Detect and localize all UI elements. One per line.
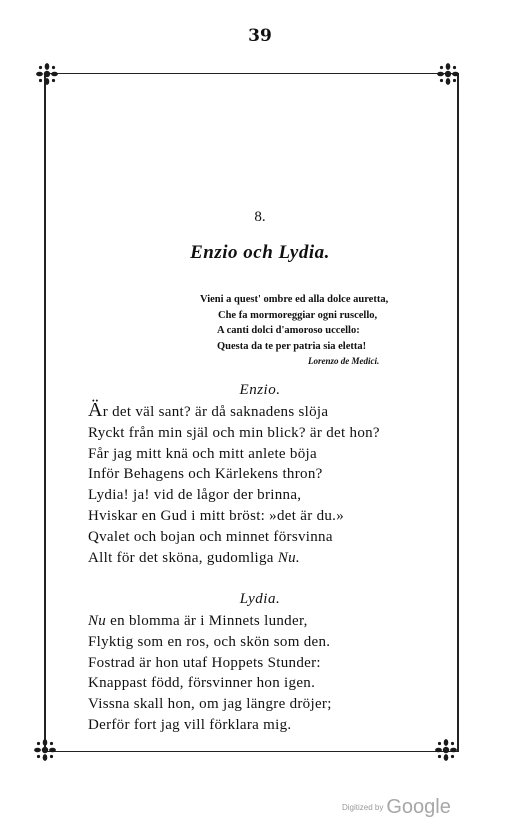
stanza-enzio: [88, 399, 448, 568]
watermark-caption: Digitized by: [342, 803, 384, 812]
verse-line: Får jag mitt knä och mitt anlete böja: [88, 445, 317, 462]
initial-letter: Ä: [88, 399, 103, 421]
verse-line: [88, 399, 448, 423]
verse-line: Knappast född, försvinner hon igen.: [88, 675, 316, 692]
verse-line: [88, 548, 448, 569]
verse-line: Vissna skall hon, om jag längre dröjer;: [88, 696, 332, 713]
floral-ornament-icon: [33, 738, 57, 762]
verse-line: Fostrad är hon utaf Hoppets Stunder:: [88, 654, 321, 671]
speaker-heading-lydia: Lydia.: [239, 591, 281, 607]
verse-line: Hviskar en Gud i mitt bröst: »det är du.»: [88, 507, 345, 524]
verse-line: Ryckt från min själ och min blick? är det hon?: [88, 424, 380, 441]
poem-title: Enzio och Lydia.: [190, 242, 330, 263]
verse-line: Qvalet och bojan och minnet försvinna: [88, 528, 333, 545]
epigraph-line: Vieni a quest' ombre ed alla dolce auretta,: [200, 294, 389, 305]
speaker-heading-enzio: Enzio.: [239, 382, 281, 398]
verse-text: en blomma är i Minnets lunder,: [106, 613, 308, 629]
verse-line: Lydia! ja! vid de lågor der brinna,: [88, 487, 302, 504]
floral-ornament-icon: [434, 738, 458, 762]
verse-line: Flyktig som en ros, och skön som den.: [88, 633, 331, 650]
epigraph-line: Che fa mormoreggiar ogni ruscello,: [218, 309, 378, 321]
page-number: 39: [248, 26, 272, 46]
watermark-brand: Google: [386, 796, 451, 818]
emphasized-word: Nu.: [277, 549, 300, 566]
epigraph-line: Questa da te per patria sia eletta!: [217, 340, 367, 352]
floral-ornament-icon: [436, 62, 460, 86]
emphasized-word: Nu: [88, 613, 107, 629]
epigraph-line: A canti dolci d'amoroso uccello:: [217, 325, 360, 336]
epigraph: [200, 292, 460, 370]
verse-text: Allt för det sköna, gudomliga: [88, 549, 278, 566]
verse-line: [88, 611, 448, 632]
floral-ornament-icon: [35, 62, 59, 86]
verse-text: r det väl sant? är då saknadens slöja: [102, 404, 329, 420]
poem-number: 8.: [254, 209, 266, 225]
stanza-lydia: [88, 611, 448, 736]
verse-line: Inför Behagens och Kärlekens thron?: [88, 466, 323, 483]
digitization-watermark: [342, 796, 451, 819]
epigraph-attribution: Lorenzo de Medici.: [308, 356, 380, 366]
verse-line: Derför fort jag vill förklara mig.: [88, 716, 292, 733]
